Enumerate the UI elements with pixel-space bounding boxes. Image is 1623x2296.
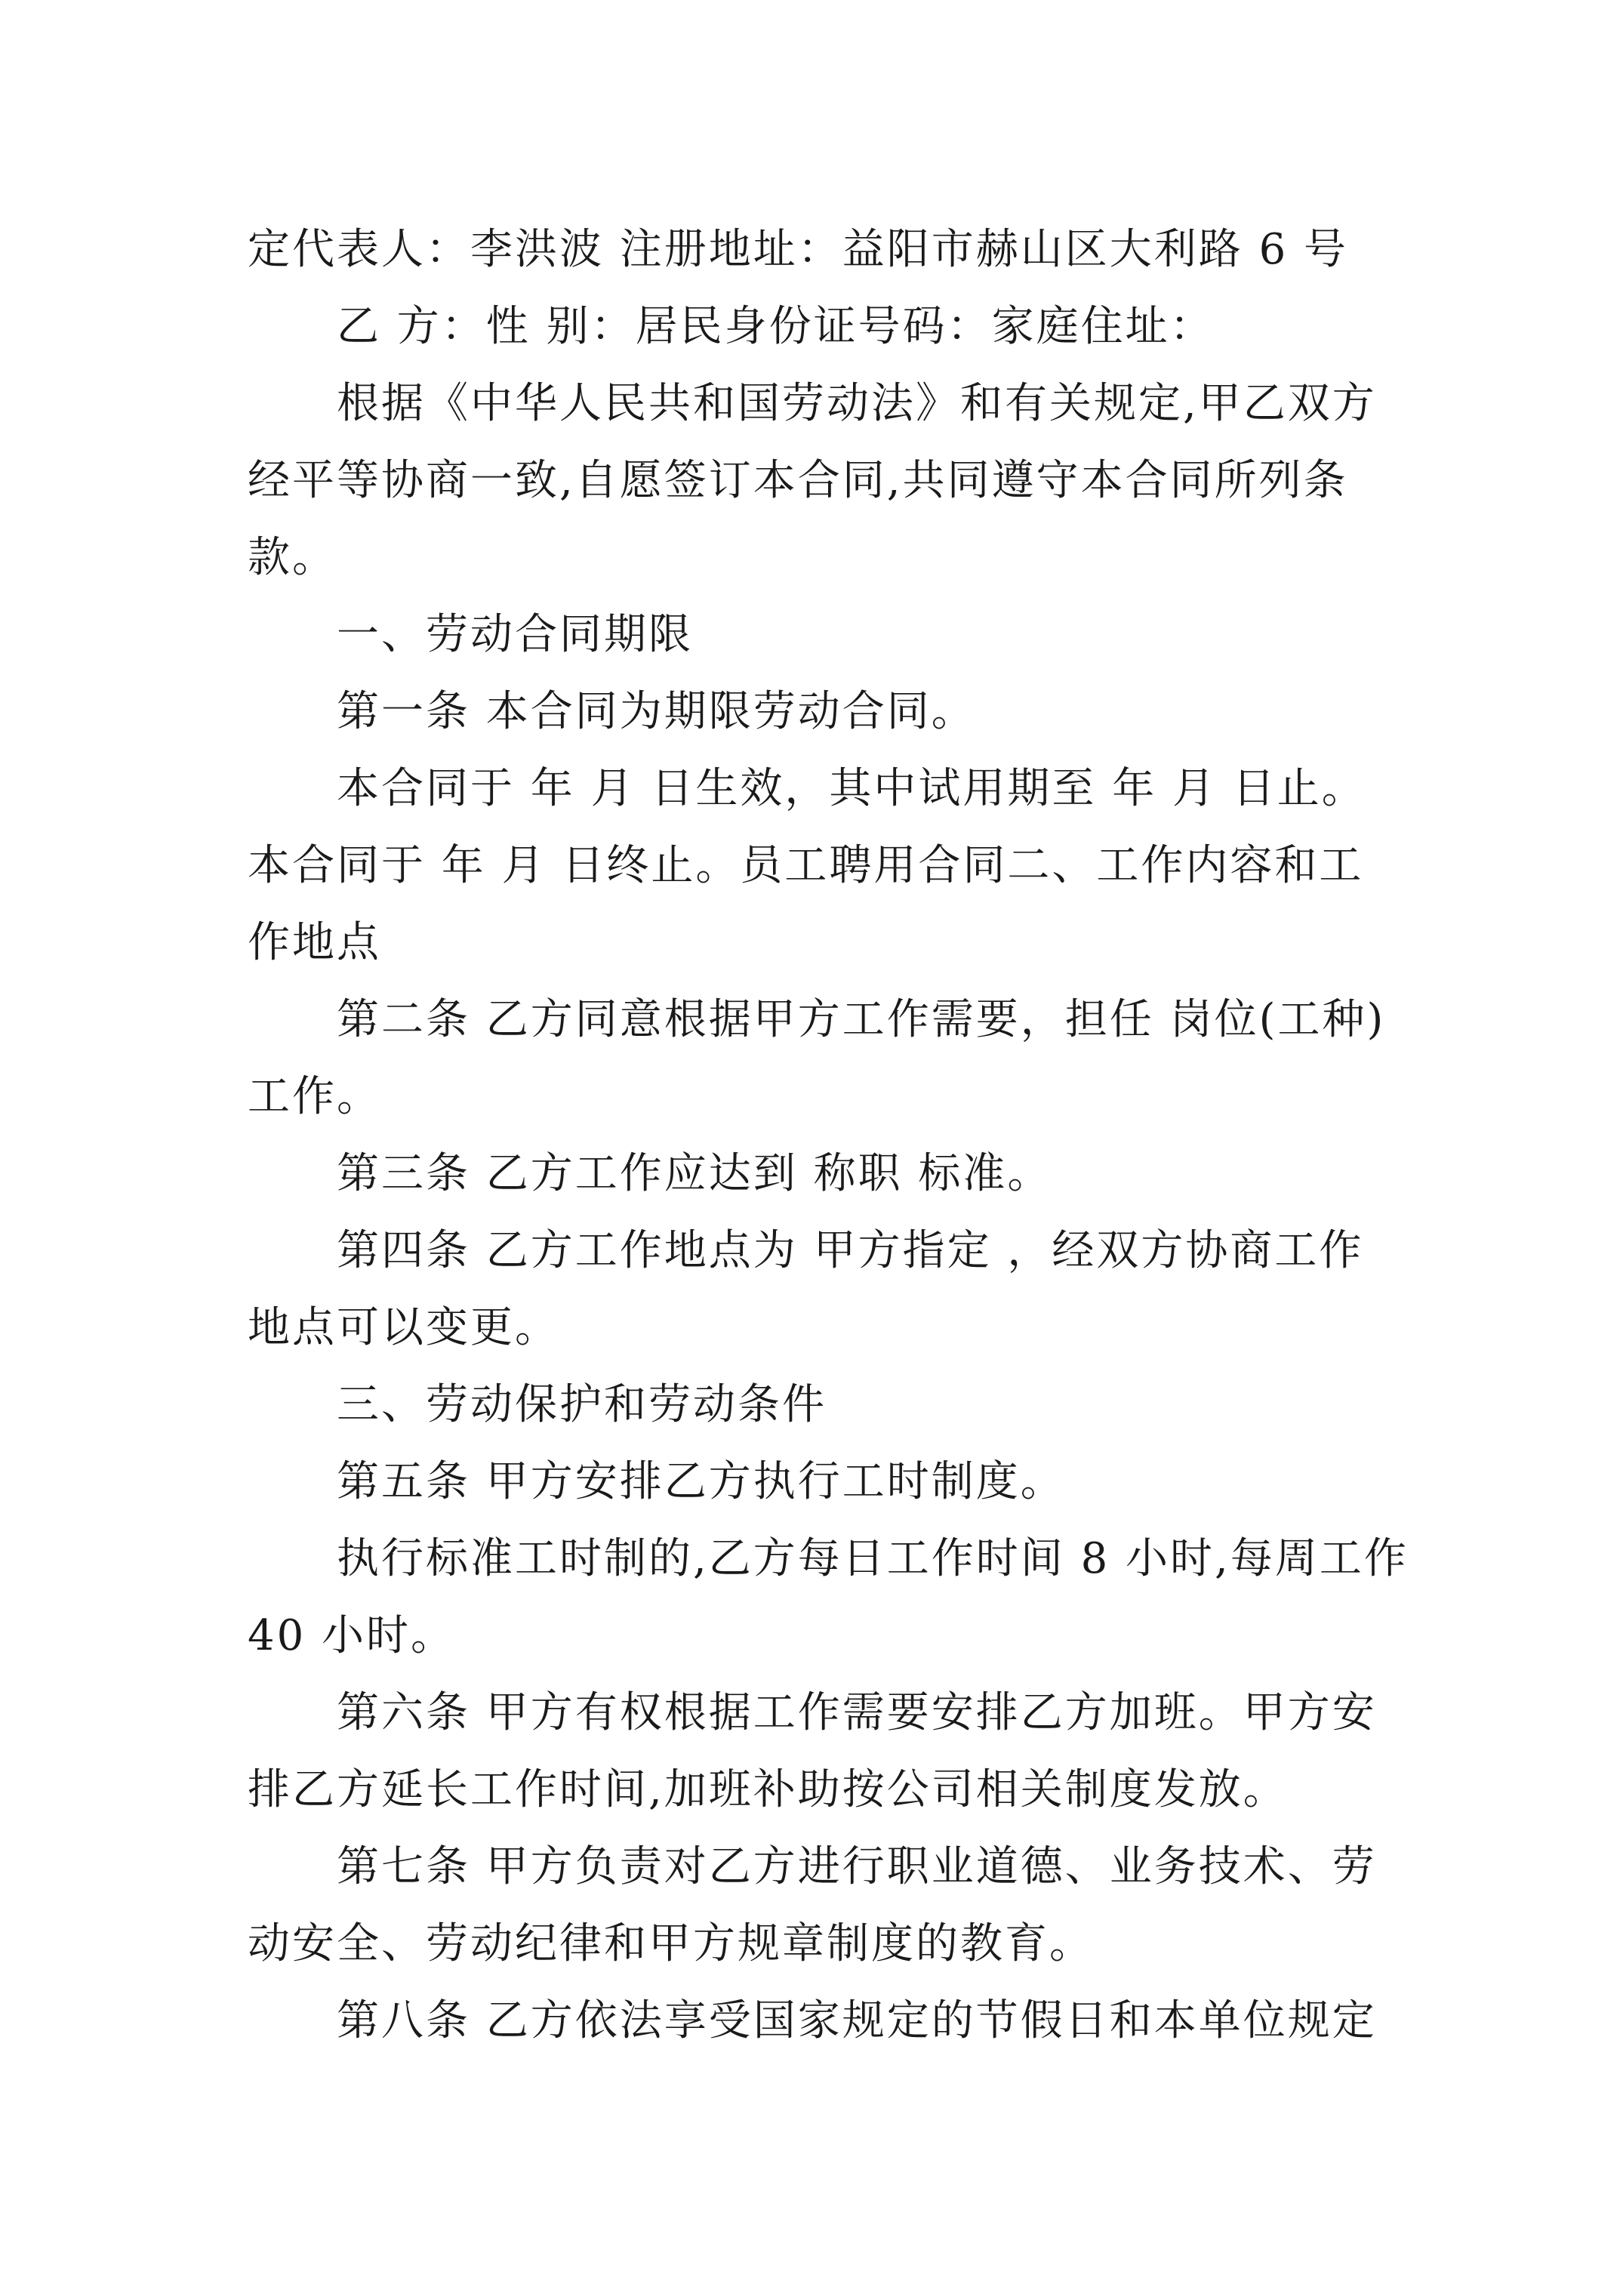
text-line: 第八条 乙方依法享受国家规定的节假日和本单位规定 — [337, 1996, 1377, 2045]
section-heading: 三、劳动保护和劳动条件 — [337, 1380, 827, 1429]
text-line: 第二条 乙方同意根据甲方工作需要，担任 岗位(工种) — [337, 995, 1386, 1044]
text-line: 地点可以变更。 — [248, 1303, 559, 1352]
text-line: 根据《中华人民共和国劳动法》和有关规定,甲乙双方 — [337, 379, 1377, 428]
text-line: 执行标准工时制的,乙方每日工作时间 8 小时,每周工作 — [337, 1534, 1409, 1583]
text-line: 动安全、劳动纪律和甲方规章制度的教育。 — [248, 1919, 1094, 1968]
text-line: 乙 方：性 别：居民身份证号码：家庭住址： — [337, 302, 1215, 351]
section-heading: 一、劳动合同期限 — [337, 610, 693, 659]
text-line: 第六条 甲方有权根据工作需要安排乙方加班。甲方安 — [337, 1688, 1377, 1737]
text-line: 款。 — [248, 533, 337, 582]
text-line: 第一条 本合同为期限劳动合同。 — [337, 687, 976, 736]
text-line: 排乙方延长工作时间,加班补助按公司相关制度发放。 — [248, 1765, 1288, 1814]
text-line: 经平等协商一致,自愿签订本合同,共同遵守本合同所列条 — [248, 456, 1348, 505]
text-line: 本合同于 年 月 日生效，其中试用期至 年 月 日止。 — [337, 764, 1366, 813]
text-line: 本合同于 年 月 日终止。员工聘用合同二、工作内容和工 — [248, 841, 1364, 890]
text-line: 第七条 甲方负责对乙方进行职业道德、业务技术、劳 — [337, 1842, 1377, 1891]
text-line: 定代表人：李洪波 注册地址：益阳市赫山区大利路 6 号 — [248, 225, 1349, 274]
text-line: 第三条 乙方工作应达到 称职 标准。 — [337, 1149, 1052, 1198]
document-body — [248, 211, 1410, 2060]
text-line: 工作。 — [248, 1072, 381, 1121]
text-line: 40 小时。 — [248, 1611, 456, 1660]
text-line: 作地点 — [248, 918, 381, 967]
text-line: 第五条 甲方安排乙方执行工时制度。 — [337, 1457, 1065, 1506]
text-line: 第四条 乙方工作地点为 甲方指定 ，经双方协商工作 — [337, 1226, 1364, 1275]
